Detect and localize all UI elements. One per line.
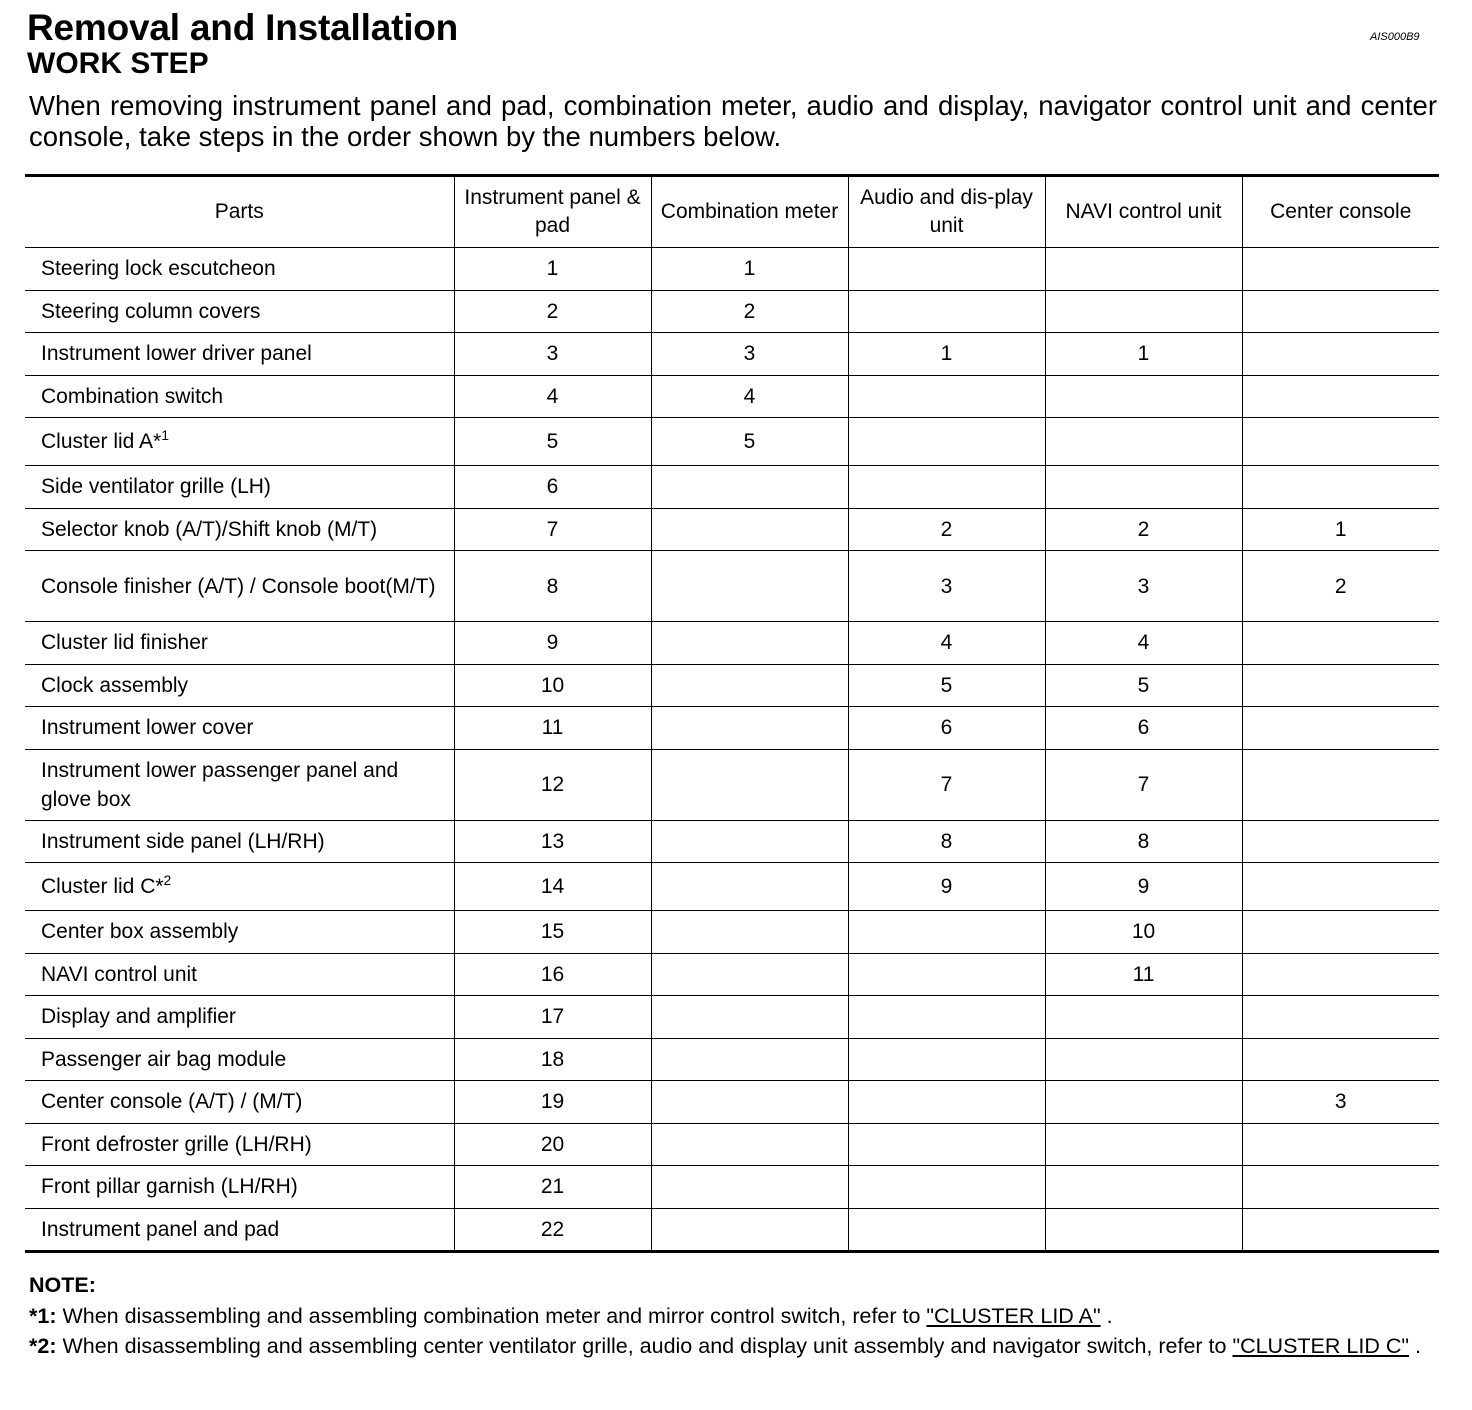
step-cell: 7 (848, 749, 1045, 820)
step-cell: 2 (848, 508, 1045, 551)
step-cell (1045, 1081, 1242, 1124)
step-cell (651, 551, 848, 622)
part-name: NAVI control unit (41, 962, 198, 986)
part-name: Center box assembly (41, 920, 239, 944)
table-row (25, 375, 1439, 418)
step-cell (1242, 863, 1439, 911)
step-cell (1045, 375, 1242, 418)
work-step-table (25, 174, 1439, 1253)
table-row (25, 290, 1439, 333)
part-name: Cluster lid C* (41, 875, 164, 898)
step-cell: 3 (1242, 1081, 1439, 1124)
part-name: Front pillar garnish (LH/RH) (41, 1175, 298, 1199)
table-row (25, 1166, 1439, 1209)
step-cell (1242, 820, 1439, 863)
step-cell: 4 (848, 622, 1045, 665)
step-cell: 8 (1045, 820, 1242, 863)
table-body (25, 248, 1439, 1252)
table-row (25, 1038, 1439, 1081)
step-cell (1242, 1123, 1439, 1166)
part-name: Clock assembly (41, 673, 189, 697)
step-cell (848, 375, 1045, 418)
step-cell (1242, 953, 1439, 996)
document-id: AIS000B9 (1370, 31, 1420, 43)
step-cell (1045, 1038, 1242, 1081)
step-cell: 9 (454, 622, 651, 665)
step-cell: 10 (454, 664, 651, 707)
step-cell (848, 953, 1045, 996)
column-header-parts: Parts (25, 176, 454, 248)
table-row (25, 418, 1439, 466)
part-name: Side ventilator grille (LH) (41, 475, 271, 499)
table-row (25, 820, 1439, 863)
footnote-marker: 2 (163, 872, 172, 888)
step-cell: 8 (848, 820, 1045, 863)
step-cell (651, 820, 848, 863)
step-cell: 1 (1242, 508, 1439, 551)
step-cell: 8 (454, 551, 651, 622)
part-name-cell (25, 1123, 454, 1166)
step-cell (651, 707, 848, 750)
step-cell: 11 (1045, 953, 1242, 996)
column-header-3: Audio and dis-play unit (848, 176, 1045, 248)
step-cell: 10 (1045, 911, 1242, 954)
step-cell (1242, 664, 1439, 707)
step-cell (1045, 418, 1242, 466)
part-name: Instrument lower driver panel (41, 342, 312, 366)
table-row (25, 333, 1439, 376)
step-cell (848, 1123, 1045, 1166)
step-cell: 20 (454, 1123, 651, 1166)
step-cell (651, 466, 848, 509)
step-cell: 4 (454, 375, 651, 418)
part-name: Console finisher (A/T) / Console boot(M/T) (41, 574, 436, 598)
column-header-4: NAVI control unit (1045, 176, 1242, 248)
step-cell: 19 (454, 1081, 651, 1124)
table-row (25, 551, 1439, 622)
part-name: Instrument panel and pad (41, 1217, 280, 1241)
step-cell (651, 1038, 848, 1081)
step-cell (1045, 1166, 1242, 1209)
step-cell: 2 (651, 290, 848, 333)
step-cell: 7 (454, 508, 651, 551)
table-row (25, 664, 1439, 707)
step-cell (1045, 1208, 1242, 1252)
step-cell: 1 (1045, 333, 1242, 376)
page-title: Removal and Installation (27, 7, 459, 48)
step-cell: 11 (454, 707, 651, 750)
step-cell (1045, 290, 1242, 333)
part-name: Steering column covers (41, 299, 261, 323)
note-marker: *1: (29, 1303, 57, 1328)
part-name-cell (25, 911, 454, 954)
part-name: Instrument side panel (LH/RH) (41, 829, 325, 853)
part-name-cell (25, 622, 454, 665)
step-cell: 17 (454, 996, 651, 1039)
part-name: Display and amplifier (41, 1005, 236, 1029)
step-cell: 3 (1045, 551, 1242, 622)
step-cell (1242, 1166, 1439, 1209)
step-cell (848, 1166, 1045, 1209)
step-cell: 15 (454, 911, 651, 954)
step-cell (1242, 418, 1439, 466)
step-cell: 2 (1242, 551, 1439, 622)
step-cell (848, 1208, 1045, 1252)
note-item (29, 1331, 1439, 1362)
step-cell (848, 996, 1045, 1039)
step-cell (1242, 1038, 1439, 1081)
part-name-cell (25, 333, 454, 376)
step-cell: 12 (454, 749, 651, 820)
step-cell: 18 (454, 1038, 651, 1081)
notes-section (29, 1270, 1439, 1362)
note-tail: . (1408, 1334, 1421, 1358)
step-cell (651, 622, 848, 665)
step-cell: 1 (848, 333, 1045, 376)
step-cell: 9 (848, 863, 1045, 911)
table-row (25, 622, 1439, 665)
part-name: Combination switch (41, 384, 224, 408)
step-cell: 16 (454, 953, 651, 996)
step-cell (1242, 333, 1439, 376)
step-cell (848, 290, 1045, 333)
step-cell (1242, 375, 1439, 418)
part-name-cell (25, 996, 454, 1039)
table-row (25, 1123, 1439, 1166)
table-row (25, 911, 1439, 954)
step-cell (651, 1166, 848, 1209)
step-cell (1045, 466, 1242, 509)
step-cell: 6 (454, 466, 651, 509)
step-cell: 3 (848, 551, 1045, 622)
part-name: Center console (A/T) / (M/T) (41, 1090, 303, 1114)
step-cell (651, 749, 848, 820)
part-name: Selector knob (A/T)/Shift knob (M/T) (41, 517, 378, 541)
part-name-cell (25, 248, 454, 291)
reference-link[interactable]: "CLUSTER LID A" (926, 1303, 1101, 1328)
part-name-cell (25, 1081, 454, 1124)
part-name-cell (25, 749, 454, 820)
step-cell: 22 (454, 1208, 651, 1252)
part-name-cell (25, 953, 454, 996)
part-name: Cluster lid finisher (41, 631, 208, 655)
part-name-cell (25, 1166, 454, 1209)
part-name: Instrument lower passenger panel and glove box (41, 758, 399, 811)
table-row (25, 863, 1439, 911)
table-row (25, 953, 1439, 996)
step-cell: 2 (454, 290, 651, 333)
step-cell (651, 1123, 848, 1166)
step-cell (651, 664, 848, 707)
step-cell (1045, 248, 1242, 291)
step-cell: 14 (454, 863, 651, 911)
step-cell: 2 (1045, 508, 1242, 551)
table-row (25, 508, 1439, 551)
note-text: When disassembling and assembling combination meter and mirror control switch, refer to (56, 1303, 927, 1328)
part-name-cell (25, 707, 454, 750)
column-header-1: Instrument panel & pad (454, 176, 651, 248)
table-row (25, 248, 1439, 291)
step-cell: 5 (651, 418, 848, 466)
step-cell (651, 996, 848, 1039)
part-name-cell (25, 1038, 454, 1081)
column-header-2: Combination meter (651, 176, 848, 248)
step-cell: 6 (848, 707, 1045, 750)
step-cell: 1 (651, 248, 848, 291)
reference-link[interactable]: "CLUSTER LID C" (1232, 1334, 1409, 1358)
table-row (25, 466, 1439, 509)
part-name-cell (25, 290, 454, 333)
column-header-5: Center console (1242, 176, 1439, 248)
step-cell: 1 (454, 248, 651, 291)
step-cell (1242, 996, 1439, 1039)
notes-heading: NOTE: (29, 1273, 96, 1297)
notes-list (29, 1301, 1439, 1362)
part-name-cell (25, 508, 454, 551)
footnote-marker: 1 (161, 427, 170, 443)
step-cell (848, 418, 1045, 466)
part-name-cell (25, 466, 454, 509)
step-cell (1242, 290, 1439, 333)
step-cell: 4 (1045, 622, 1242, 665)
part-name-cell (25, 551, 454, 622)
step-cell (1045, 996, 1242, 1039)
step-cell (1242, 749, 1439, 820)
step-cell: 9 (1045, 863, 1242, 911)
step-cell (651, 863, 848, 911)
step-cell (651, 508, 848, 551)
section-subtitle: WORK STEP (27, 47, 209, 80)
note-text: When disassembling and assembling center ventilator grille, audio and display unit assembly and navigator switch, refer to (56, 1334, 1233, 1358)
step-cell (1242, 466, 1439, 509)
table-header-row (25, 176, 1439, 248)
step-cell: 13 (454, 820, 651, 863)
step-cell (1242, 248, 1439, 291)
step-cell: 5 (454, 418, 651, 466)
step-cell (1242, 622, 1439, 665)
step-cell (651, 1208, 848, 1252)
part-name: Steering lock escutcheon (41, 257, 276, 281)
note-tail: . (1100, 1303, 1113, 1328)
part-name-cell (25, 863, 454, 911)
step-cell: 3 (651, 333, 848, 376)
step-cell (1242, 707, 1439, 750)
step-cell (1045, 1123, 1242, 1166)
step-cell: 7 (1045, 749, 1242, 820)
step-cell: 6 (1045, 707, 1242, 750)
step-cell: 4 (651, 375, 848, 418)
step-cell (848, 1038, 1045, 1081)
part-name-cell (25, 375, 454, 418)
step-cell: 5 (1045, 664, 1242, 707)
part-name-cell (25, 664, 454, 707)
table-row (25, 749, 1439, 820)
part-name-cell (25, 1208, 454, 1252)
table-row (25, 707, 1439, 750)
part-name-cell (25, 418, 454, 466)
note-marker: *2: (29, 1334, 57, 1358)
step-cell: 3 (454, 333, 651, 376)
step-cell (1242, 1208, 1439, 1252)
step-cell (1242, 911, 1439, 954)
part-name: Cluster lid A* (41, 430, 162, 453)
step-cell (848, 466, 1045, 509)
step-cell: 21 (454, 1166, 651, 1209)
step-cell (651, 1081, 848, 1124)
step-cell (651, 953, 848, 996)
step-cell (651, 911, 848, 954)
part-name-cell (25, 820, 454, 863)
part-name: Passenger air bag module (41, 1047, 287, 1071)
note-item (29, 1301, 1439, 1332)
table-row (25, 1208, 1439, 1252)
step-cell: 5 (848, 664, 1045, 707)
step-cell (848, 911, 1045, 954)
part-name: Instrument lower cover (41, 716, 254, 740)
intro-paragraph: When removing instrument panel and pad, combination meter, audio and display, navigator control unit and center console, take steps in the order shown by the numbers below. (29, 90, 1437, 152)
step-cell (848, 248, 1045, 291)
table-row (25, 1081, 1439, 1124)
part-name: Front defroster grille (LH/RH) (41, 1132, 312, 1156)
step-cell (848, 1081, 1045, 1124)
table-row (25, 996, 1439, 1039)
